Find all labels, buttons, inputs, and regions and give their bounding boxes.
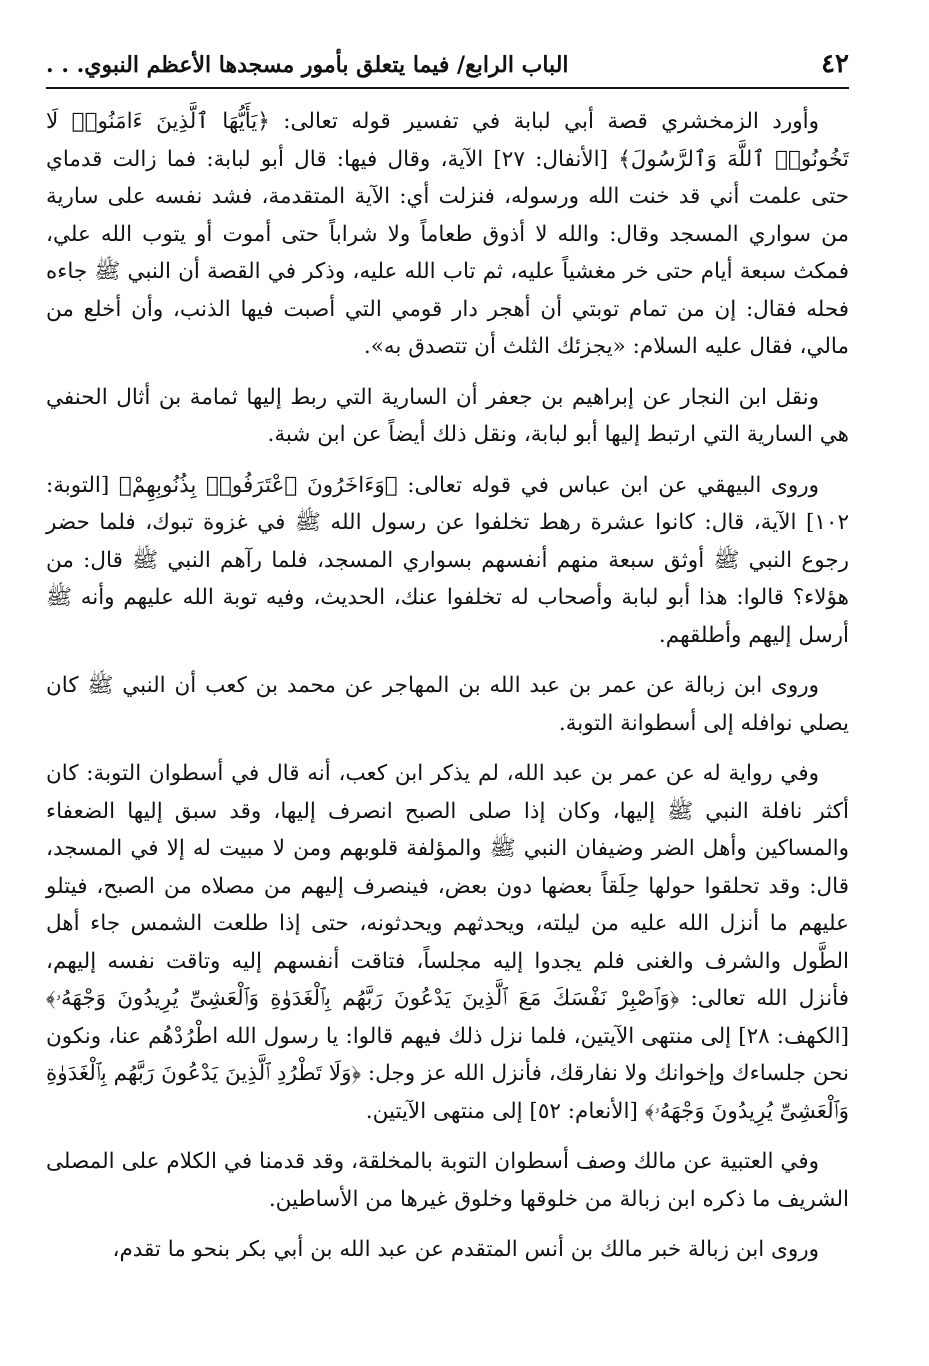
paragraph-malik-report: وروى ابن زبالة خبر مالك بن أنس المتقدم عن عبد الله بن أبي بكر بنحو ما تقدم، (112, 1237, 819, 1262)
chapter-title: الباب الرابع/ فيما يتعلق بأمور مسجدها الأعظم النبوي. . . (46, 52, 569, 78)
paragraph-bayhaqi: وروى البيهقي عن ابن عباس في قوله تعالى: ﴿وَءَاخَرُونَ ٱعْتَرَفُوا۟ بِذُنُوبِهِمْ﴾ [التوبة: ١٠٢] الآية، قال: كانوا عشرة رهط تخلفوا عن رسول الله ﷺ في غزوة تبوك، فلما حضر رجوع النبي ﷺ أوثق سبعة منهم أنفسهم بسواري المسجد، فلما رآهم النبي ﷺ قال: من هؤلاء؟ قالوا: هذا أبو لبابة وأصحاب له تخلفوا عنك، الحديث، وفيه توبة الله عليهم وأنه ﷺ أرسل إليهم وأطلقهم. (46, 472, 849, 648)
running-header (46, 48, 849, 89)
paragraph-ibn-najjar: ونقل ابن النجار عن إبراهيم بن جعفر أن السارية التي ربط إليها ثمامة بن أثال الحنفي هي السارية التي ارتبط إليها أبو لبابة، ونقل ذلك أيضاً عن ابن شبة. (46, 384, 849, 447)
paragraph-utbiyya: وفي العتبية عن مالك وصف أسطوان التوبة بالمخلقة، وقد قدمنا في الكلام على المصلى الشريف ما ذكره ابن زبالة من خلوقها وخلوق غيرها من الأساطين. (46, 1149, 849, 1212)
paragraph-tawba-pillar: وفي رواية له عن عمر بن عبد الله، لم يذكر ابن كعب، أنه قال في أسطوان التوبة: كان أكثر نافلة النبي ﷺ إليها، وكان إذا صلى الصبح انصرف إليها، وقد سبق إليها الضعفاء والمساكين وأهل الضر وضيفان النبي ﷺ والمؤلفة قلوبهم ومن لا مبيت له إلا في المسجد، قال: وقد تحلقوا حولها حِلَقاً بعضها دون بعض، فينصرف إليهم من مصلاه من الصبح، فيتلو عليهم ما أنزل الله عليه من ليلته، ويحدثهم ويحدثونه، حتى إذا طلعت الشمس جاء أهل الطَّول والشرف والغنى فلم يجدوا إليه مجلساً، فتاقت أنفسهم إليه وتاقت نفسه إليهم، فأنزل الله تعالى: ﴿وَٱصْبِرْ نَفْسَكَ مَعَ ٱلَّذِينَ يَدْعُونَ رَبَّهُم بِٱلْغَدَوٰةِ وَٱلْعَشِىِّ يُرِيدُونَ وَجْهَهُۥ﴾ [الكهف: ٢٨] إلى منتهى الآيتين، فلما نزل ذلك فيهم قالوا: يا رسول الله اطْرُدْهُم عنا، ونكون نحن جلساءك وإخوانك ولا نفارقك، فأنزل الله عز وجل: ﴿وَلَا تَطْرُدِ ٱلَّذِينَ يَدْعُونَ رَبَّهُم بِٱلْغَدَوٰةِ وَٱلْعَشِىِّ يُرِيدُونَ وَجْهَهُۥ﴾ [الأنعام: ٥٢] إلى منتهى الآيتين. (46, 761, 849, 1124)
page-number: ٤٢ (821, 49, 849, 79)
paragraph-ibn-zabala-nawafil: وروى ابن زبالة عن عمر بن عبد الله بن المهاجر عن محمد بن كعب أن النبي ﷺ كان يصلي نوافله إلى أسطوانة التوبة. (46, 673, 849, 736)
paragraph-zamakhshari: وأورد الزمخشري قصة أبي لبابة في تفسير قوله تعالى: ﴿يَأَيُّهَا ٱلَّذِينَ ءَامَنُوا۟ لَا تَخُونُوا۟ ٱللَّهَ وَٱلرَّسُولَ﴾ [الأنفال: ٢٧] الآية، وقال فيها: قال أبو لبابة: فما زالت قدماي حتى علمت أني قد خنت الله ورسوله، فنزلت أي: الآية المتقدمة، فشد نفسه على سارية من سواري المسجد وقال: والله لا أذوق طعاماً ولا شراباً حتى أموت أو يتوب الله علي، فمكث سبعة أيام حتى خر مغشياً عليه، ثم تاب الله عليه، وذكر في القصة أن النبي ﷺ جاءه فحله فقال: إن من تمام توبتي أن أهجر دار قومي التي أصبت فيها الذنب، وأن أخلع من مالي، فقال عليه السلام: «يجزئك الثلث أن تتصدق به». (46, 109, 849, 359)
body-text (46, 103, 849, 1269)
